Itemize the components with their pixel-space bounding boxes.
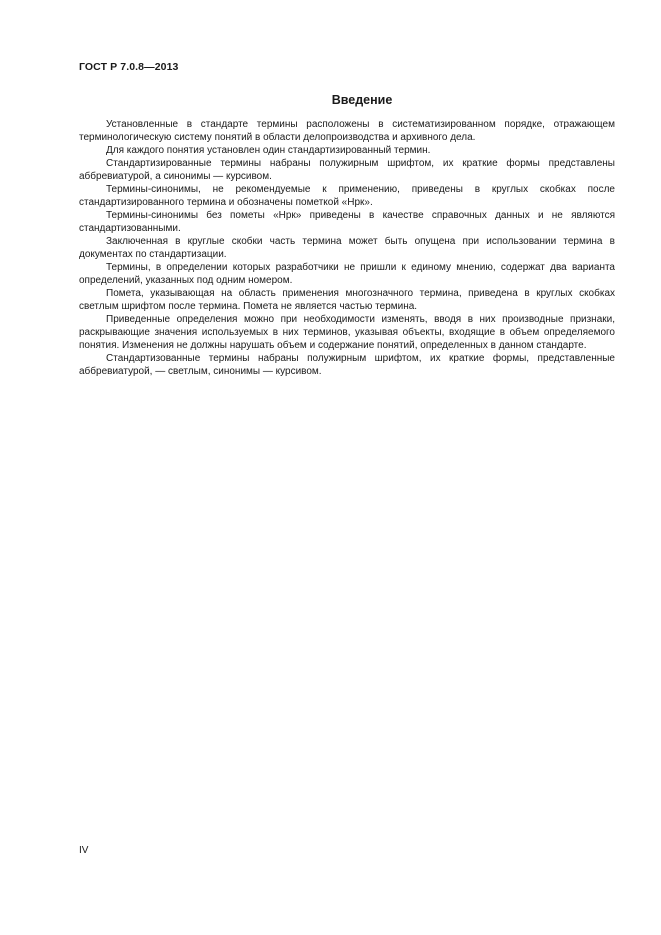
paragraph: Помета, указывающая на область применения многозначного термина, приведена в круглых скобках светлым шрифтом после термина. Помета не является частью термина. [79, 288, 615, 312]
page-number: IV [79, 845, 89, 856]
paragraph: Заключенная в круглые скобки часть термина может быть опущена при использовании термина в документах по стандартизации. [79, 236, 615, 260]
paragraph: Установленные в стандарте термины расположены в систематизированном порядке, отражающем терминологическую систему понятий в области делопроизводства и архивного дела. [79, 119, 615, 143]
section-title: Введение [331, 93, 393, 107]
paragraph: Для каждого понятия установлен один стандартизированный термин. [106, 145, 431, 156]
paragraph: Термины, в определении которых разработчики не пришли к единому мнению, содержат два варианта определений, указанных под одним номером. [79, 262, 615, 286]
paragraph: Термины-синонимы без пометы «Нрк» приведены в качестве справочных данных и не являются стандартизованными. [79, 210, 615, 234]
body-text [79, 118, 615, 378]
paragraph: Стандартизованные термины набраны полужирным шрифтом, их краткие формы, представленные аббревиатурой, — светлым, синонимы — курсивом. [79, 353, 615, 377]
paragraph: Стандартизированные термины набраны полужирным шрифтом, их краткие формы представлены аббревиатурой, а синонимы — курсивом. [79, 158, 615, 182]
document-code: ГОСТ Р 7.0.8—2013 [79, 61, 179, 73]
paragraph: Термины-синонимы, не рекомендуемые к применению, приведены в круглых скобках после стандартизированного термина и обозначены пометкой «Нрк». [79, 184, 615, 208]
paragraph: Приведенные определения можно при необходимости изменять, вводя в них производные признаки, раскрывающие значения используемых в них терминов, указывая объекты, входящие в объем определяемого понятия. Изменения не должны нарушать объем и содержание понятий, определенных в данном стандарте. [79, 314, 615, 351]
